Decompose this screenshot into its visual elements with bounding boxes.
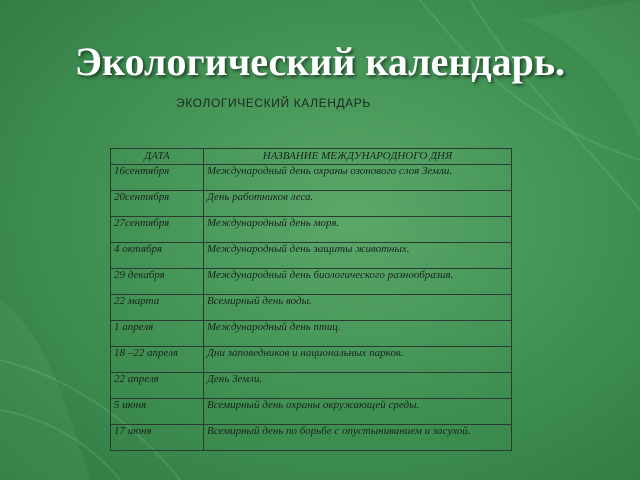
table-caption: ЭКОЛОГИЧЕСКИЙ КАЛЕНДАРЬ bbox=[176, 96, 371, 110]
date-cell: 17 июня bbox=[111, 425, 204, 451]
day-name-cell: Всемирный день по борьбе с опустыниванием и засухой. bbox=[204, 425, 512, 451]
table-header-row bbox=[111, 149, 512, 165]
column-header-name: НАЗВАНИЕ МЕЖДУНАРОДНОГО ДНЯ bbox=[204, 149, 512, 165]
date-cell: 22 марта bbox=[111, 295, 204, 321]
table-row bbox=[111, 243, 512, 269]
day-name-cell: Международный день защиты животных. bbox=[204, 243, 512, 269]
date-cell: 4 октября bbox=[111, 243, 204, 269]
date-cell: 5 июня bbox=[111, 399, 204, 425]
table-row bbox=[111, 425, 512, 451]
day-name-cell: Всемирный день воды. bbox=[204, 295, 512, 321]
table-row bbox=[111, 191, 512, 217]
date-cell: 22 апреля bbox=[111, 373, 204, 399]
day-name-cell: День Земли. bbox=[204, 373, 512, 399]
date-cell: 27сентября bbox=[111, 217, 204, 243]
day-name-cell: Международный день птиц. bbox=[204, 321, 512, 347]
date-cell: 18 –22 апреля bbox=[111, 347, 204, 373]
date-cell: 16сентября bbox=[111, 165, 204, 191]
eco-calendar-table bbox=[110, 148, 512, 451]
day-name-cell: Всемирный день охраны окружающей среды. bbox=[204, 399, 512, 425]
table-row bbox=[111, 373, 512, 399]
slide-title: Экологический календарь. bbox=[74, 39, 566, 84]
table-row bbox=[111, 269, 512, 295]
table-row bbox=[111, 165, 512, 191]
day-name-cell: Международный день биологического разнообразия. bbox=[204, 269, 512, 295]
table-row bbox=[111, 295, 512, 321]
date-cell: 29 декабря bbox=[111, 269, 204, 295]
day-name-cell: Дни заповедников и национальных парков. bbox=[204, 347, 512, 373]
date-cell: 20сентября bbox=[111, 191, 204, 217]
table-row bbox=[111, 321, 512, 347]
table-row bbox=[111, 347, 512, 373]
day-name-cell: Международный день охраны озонового слоя Земли. bbox=[204, 165, 512, 191]
day-name-cell: Международный день моря. bbox=[204, 217, 512, 243]
date-cell: 1 апреля bbox=[111, 321, 204, 347]
table-row bbox=[111, 217, 512, 243]
table-row bbox=[111, 399, 512, 425]
day-name-cell: День работников леса. bbox=[204, 191, 512, 217]
column-header-date: ДАТА bbox=[111, 149, 204, 165]
